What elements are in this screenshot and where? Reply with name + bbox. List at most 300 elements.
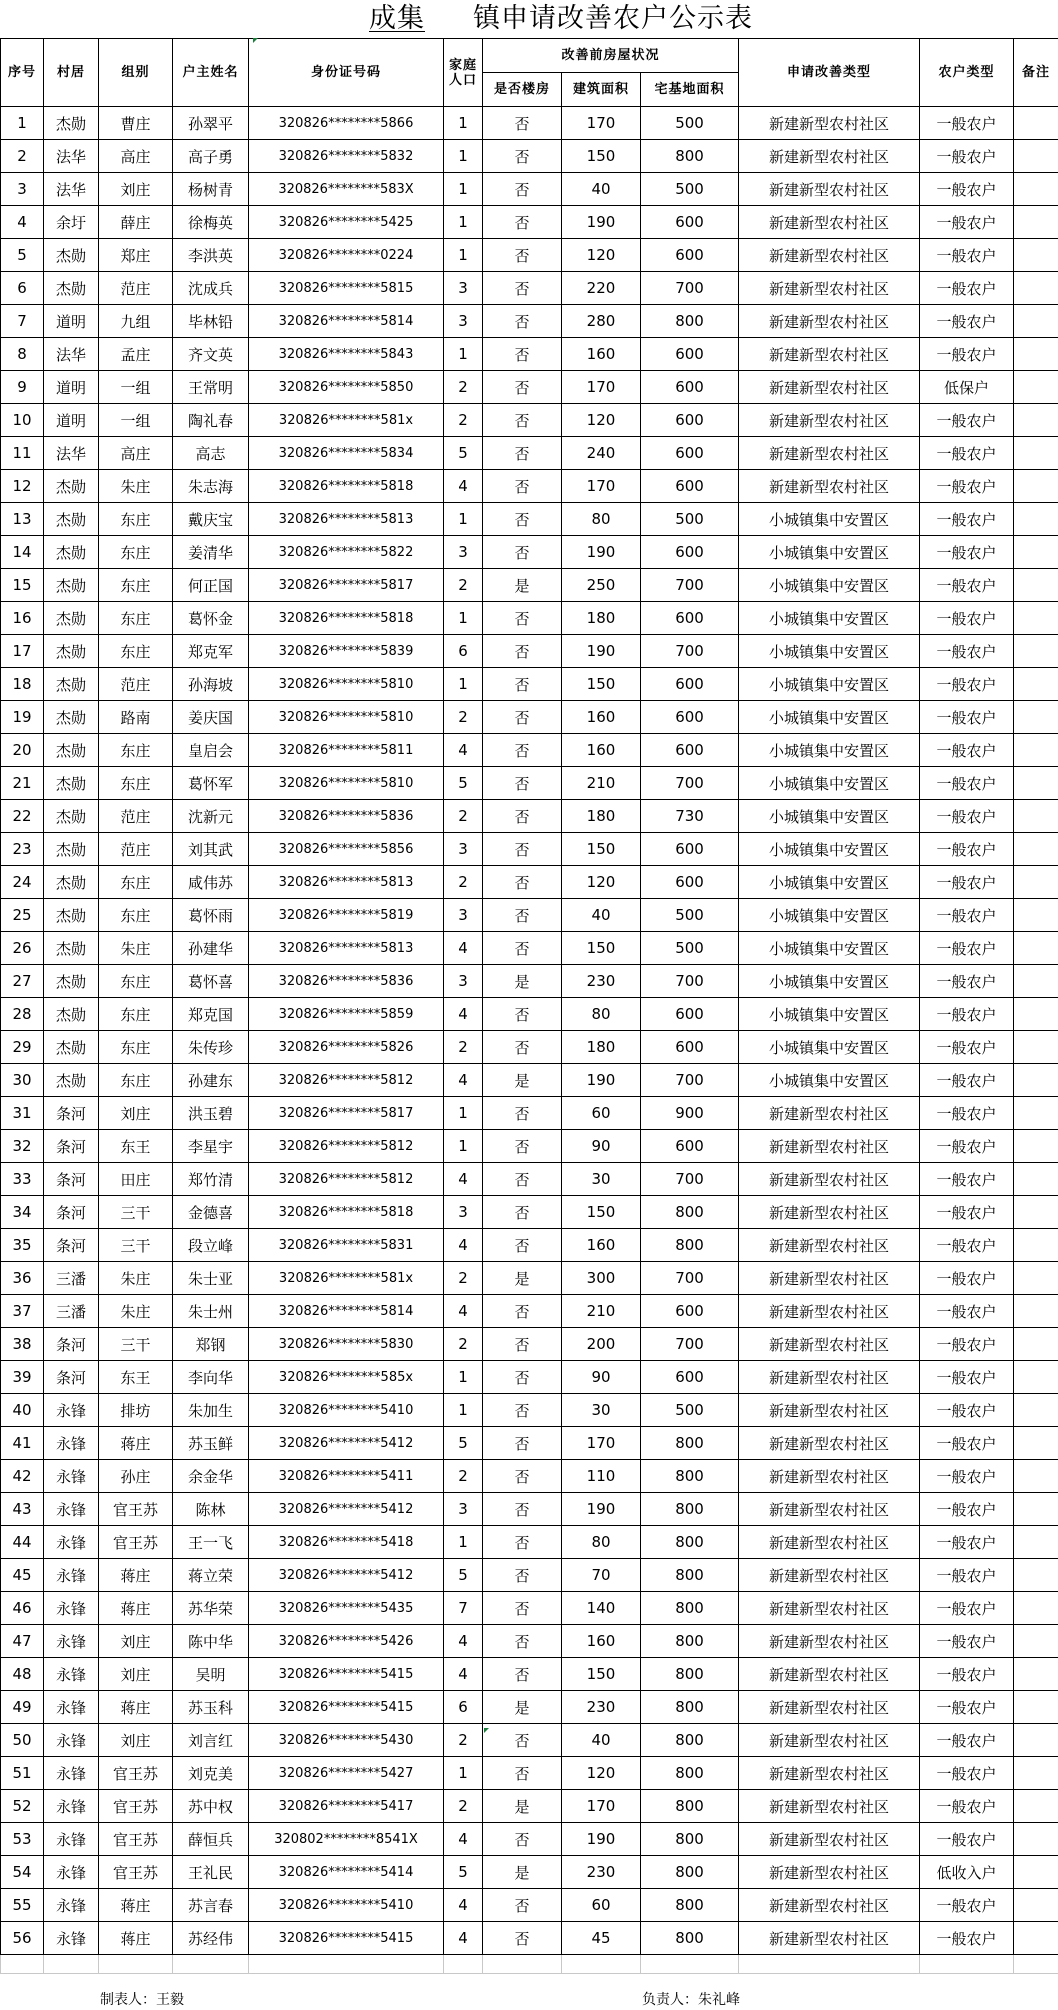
cell-household: 2 [444,800,483,833]
cell-improve-type: 小城镇集中安置区 [739,800,920,833]
cell-id: 320826********585x [249,1361,444,1394]
cell-homestead-area: 700 [641,965,739,998]
cell-id: 320826********5435 [249,1592,444,1625]
header-remarks: 备注 [1014,39,1058,107]
cell-improve-type: 新建新型农村社区 [739,338,920,371]
cell-seq: 16 [1,602,44,635]
cell-building-area: 220 [562,272,641,305]
cell-remarks [1014,767,1058,800]
cell-id: 320826********5830 [249,1328,444,1361]
cell-building-area: 210 [562,767,641,800]
table-row [1,1460,1058,1493]
cell-farmer-type: 一般农户 [920,173,1014,206]
cell-building-area: 120 [562,866,641,899]
cell-homestead-area: 800 [641,1823,739,1856]
cell-homestead-area: 600 [641,668,739,701]
table-row [1,239,1058,272]
cell-id: 320826********5414 [249,1856,444,1889]
cell-seq: 5 [1,239,44,272]
cell-is-building: 否 [483,1889,562,1922]
cell-seq: 23 [1,833,44,866]
cell-village: 永锋 [44,1493,99,1526]
cell-building-area: 150 [562,1196,641,1229]
cell-group: 东王 [99,1130,173,1163]
cell-remarks [1014,1328,1058,1361]
cell-farmer-type: 一般农户 [920,1625,1014,1658]
cell-village: 法华 [44,338,99,371]
cell-owner: 高子勇 [173,140,249,173]
cell-seq: 9 [1,371,44,404]
cell-village: 法华 [44,173,99,206]
cell-household: 3 [444,305,483,338]
table-row [1,338,1058,371]
table-body [1,107,1058,1955]
cell-group: 一组 [99,371,173,404]
cell-id: 320826********5818 [249,470,444,503]
cell-household: 1 [444,1097,483,1130]
header-pre-housing: 改善前房屋状况 [483,39,739,73]
cell-remarks [1014,1097,1058,1130]
table-row [1,965,1058,998]
cell-owner: 王一飞 [173,1526,249,1559]
cell-homestead-area: 800 [641,1592,739,1625]
cell-seq: 33 [1,1163,44,1196]
header-owner: 户主姓名 [173,39,249,107]
cell-group: 田庄 [99,1163,173,1196]
table-row [1,701,1058,734]
cell-id: 320826********5836 [249,800,444,833]
cell-is-building: 是 [483,1262,562,1295]
cell-owner: 毕林铅 [173,305,249,338]
cell-seq: 29 [1,1031,44,1064]
cell-village: 三潘 [44,1262,99,1295]
cell-improve-type: 新建新型农村社区 [739,1460,920,1493]
cell-remarks [1014,536,1058,569]
cell-id: 320826********5415 [249,1691,444,1724]
cell-seq: 30 [1,1064,44,1097]
cell-farmer-type: 一般农户 [920,1922,1014,1955]
table-row [1,1394,1058,1427]
cell-id: 320826********5425 [249,206,444,239]
cell-improve-type: 小城镇集中安置区 [739,998,920,1031]
table-row [1,1559,1058,1592]
cell-group: 朱庄 [99,1295,173,1328]
cell-improve-type: 小城镇集中安置区 [739,767,920,800]
table-row [1,1790,1058,1823]
cell-homestead-area: 600 [641,866,739,899]
cell-village: 杰勋 [44,272,99,305]
cell-building-area: 80 [562,1526,641,1559]
cell-remarks [1014,1922,1058,1955]
cell-household: 4 [444,1625,483,1658]
cell-improve-type: 新建新型农村社区 [739,470,920,503]
cell-group: 东庄 [99,536,173,569]
header-homestead-area: 宅基地面积 [641,73,739,107]
cell-building-area: 190 [562,635,641,668]
cell-building-area: 170 [562,107,641,140]
cell-remarks [1014,1526,1058,1559]
cell-building-area: 190 [562,1493,641,1526]
cell-village: 永锋 [44,1394,99,1427]
cell-farmer-type: 一般农户 [920,338,1014,371]
cell-group: 郑庄 [99,239,173,272]
cell-seq: 11 [1,437,44,470]
cell-homestead-area: 800 [641,1658,739,1691]
cell-group: 刘庄 [99,1658,173,1691]
cell-village: 永锋 [44,1790,99,1823]
cell-is-building: 否 [483,272,562,305]
cell-is-building: 否 [483,1592,562,1625]
cell-improve-type: 新建新型农村社区 [739,1592,920,1625]
cell-farmer-type: 一般农户 [920,470,1014,503]
cell-homestead-area: 600 [641,470,739,503]
header-household-size: 家庭人口 [444,39,483,107]
cell-is-building: 是 [483,1064,562,1097]
cell-farmer-type: 一般农户 [920,668,1014,701]
cell-village: 杰勋 [44,701,99,734]
table-row [1,1526,1058,1559]
cell-village: 永锋 [44,1526,99,1559]
table-row [1,1097,1058,1130]
cell-seq: 2 [1,140,44,173]
table-row [1,1130,1058,1163]
cell-household: 4 [444,998,483,1031]
cell-farmer-type: 一般农户 [920,272,1014,305]
header-id-number: 身份证号码 [249,39,444,107]
cell-household: 4 [444,1889,483,1922]
cell-is-building: 否 [483,1526,562,1559]
cell-owner: 刘其武 [173,833,249,866]
cell-homestead-area: 800 [641,1790,739,1823]
cell-homestead-area: 800 [641,1889,739,1922]
cell-remarks [1014,1823,1058,1856]
cell-seq: 19 [1,701,44,734]
cell-remarks [1014,1658,1058,1691]
cell-farmer-type: 一般农户 [920,239,1014,272]
cell-farmer-type: 一般农户 [920,833,1014,866]
cell-farmer-type: 一般农户 [920,1493,1014,1526]
cell-building-area: 60 [562,1097,641,1130]
cell-village: 永锋 [44,1823,99,1856]
cell-household: 4 [444,1163,483,1196]
cell-group: 刘庄 [99,1724,173,1757]
table-row [1,1658,1058,1691]
cell-improve-type: 新建新型农村社区 [739,1262,920,1295]
cell-farmer-type: 一般农户 [920,899,1014,932]
farmer-table [0,38,1058,1974]
cell-group: 官王苏 [99,1856,173,1889]
cell-improve-type: 新建新型农村社区 [739,1295,920,1328]
header-village: 村居 [44,39,99,107]
cell-household: 1 [444,668,483,701]
cell-remarks [1014,437,1058,470]
cell-improve-type: 新建新型农村社区 [739,239,920,272]
cell-improve-type: 小城镇集中安置区 [739,734,920,767]
cell-village: 永锋 [44,1691,99,1724]
cell-improve-type: 新建新型农村社区 [739,371,920,404]
cell-household: 3 [444,272,483,305]
cell-household: 2 [444,569,483,602]
cell-building-area: 250 [562,569,641,602]
cell-group: 蒋庄 [99,1691,173,1724]
cell-remarks [1014,1163,1058,1196]
cell-homestead-area: 800 [641,1229,739,1262]
cell-building-area: 90 [562,1130,641,1163]
cell-homestead-area: 800 [641,1460,739,1493]
cell-owner: 孙建华 [173,932,249,965]
cell-village: 永锋 [44,1592,99,1625]
cell-id: 320826********5856 [249,833,444,866]
cell-id: 320826********5811 [249,734,444,767]
cell-farmer-type: 一般农户 [920,1361,1014,1394]
cell-is-building: 否 [483,239,562,272]
cell-id: 320826********5412 [249,1493,444,1526]
cell-group: 蒋庄 [99,1427,173,1460]
cell-homestead-area: 600 [641,701,739,734]
table-row [1,404,1058,437]
table-row [1,503,1058,536]
cell-household: 1 [444,1526,483,1559]
cell-building-area: 40 [562,1724,641,1757]
cell-id: 320826********5415 [249,1922,444,1955]
cell-owner: 戴庆宝 [173,503,249,536]
cell-farmer-type: 一般农户 [920,1691,1014,1724]
cell-homestead-area: 600 [641,437,739,470]
cell-group: 蒋庄 [99,1559,173,1592]
cell-id: 320826********5810 [249,701,444,734]
table-row [1,1262,1058,1295]
cell-remarks [1014,1493,1058,1526]
cell-seq: 34 [1,1196,44,1229]
cell-is-building: 否 [483,1460,562,1493]
cell-is-building: 否 [483,206,562,239]
table-row [1,305,1058,338]
cell-building-area: 30 [562,1163,641,1196]
cell-id: 320826********5813 [249,932,444,965]
cell-improve-type: 小城镇集中安置区 [739,536,920,569]
cell-household: 5 [444,1856,483,1889]
table-row [1,1823,1058,1856]
table-row [1,932,1058,965]
cell-building-area: 90 [562,1361,641,1394]
cell-owner: 李星宇 [173,1130,249,1163]
cell-improve-type: 小城镇集中安置区 [739,701,920,734]
cell-building-area: 160 [562,701,641,734]
cell-farmer-type: 一般农户 [920,1394,1014,1427]
cell-homestead-area: 600 [641,602,739,635]
cell-id: 320826********5836 [249,965,444,998]
cell-building-area: 190 [562,1064,641,1097]
cell-is-building: 否 [483,437,562,470]
cell-improve-type: 新建新型农村社区 [739,1493,920,1526]
cell-seq: 35 [1,1229,44,1262]
cell-id: 320826********5812 [249,1163,444,1196]
cell-is-building: 否 [483,338,562,371]
cell-farmer-type: 一般农户 [920,800,1014,833]
cell-village: 杰勋 [44,866,99,899]
cell-seq: 18 [1,668,44,701]
cell-is-building: 否 [483,1328,562,1361]
cell-owner: 刘言红 [173,1724,249,1757]
cell-farmer-type: 一般农户 [920,635,1014,668]
cell-group: 东庄 [99,503,173,536]
cell-seq: 6 [1,272,44,305]
cell-id: 320826********5818 [249,602,444,635]
cell-homestead-area: 600 [641,404,739,437]
cell-is-building: 否 [483,1658,562,1691]
cell-owner: 刘克美 [173,1757,249,1790]
cell-seq: 7 [1,305,44,338]
cell-owner: 杨树青 [173,173,249,206]
cell-is-building: 否 [483,1757,562,1790]
cell-remarks [1014,173,1058,206]
cell-building-area: 160 [562,338,641,371]
cell-farmer-type: 一般农户 [920,1658,1014,1691]
cell-improve-type: 新建新型农村社区 [739,1130,920,1163]
cell-building-area: 190 [562,536,641,569]
cell-household: 3 [444,899,483,932]
cell-homestead-area: 800 [641,140,739,173]
cell-household: 7 [444,1592,483,1625]
cell-id: 320826********5817 [249,569,444,602]
cell-homestead-area: 800 [641,1856,739,1889]
cell-household: 1 [444,1361,483,1394]
cell-homestead-area: 800 [641,1922,739,1955]
cell-homestead-area: 600 [641,734,739,767]
table-row [1,470,1058,503]
cell-id: 320826********5812 [249,1130,444,1163]
cell-id: 320826********5430 [249,1724,444,1757]
cell-id: 320826********5411 [249,1460,444,1493]
cell-village: 法华 [44,140,99,173]
table-row [1,833,1058,866]
title-text: 镇申请改善农户公示表 [473,3,753,34]
table-row [1,668,1058,701]
cell-remarks [1014,1889,1058,1922]
cell-is-building: 否 [483,536,562,569]
cell-household: 2 [444,371,483,404]
cell-owner: 朱士州 [173,1295,249,1328]
cell-owner: 朱志海 [173,470,249,503]
cell-group: 蒋庄 [99,1889,173,1922]
cell-remarks [1014,1295,1058,1328]
cell-seq: 26 [1,932,44,965]
cell-seq: 27 [1,965,44,998]
cell-village: 杰勋 [44,932,99,965]
cell-owner: 朱士亚 [173,1262,249,1295]
cell-seq: 49 [1,1691,44,1724]
cell-homestead-area: 600 [641,1031,739,1064]
cell-building-area: 150 [562,932,641,965]
cell-seq: 21 [1,767,44,800]
table-row [1,800,1058,833]
cell-remarks [1014,1031,1058,1064]
table-row [1,371,1058,404]
responsible-signature: 负责人：朱礼峰 [642,1992,740,2008]
cell-id: 320826********5812 [249,1064,444,1097]
cell-improve-type: 小城镇集中安置区 [739,965,920,998]
cell-group: 三干 [99,1328,173,1361]
cell-building-area: 60 [562,1889,641,1922]
cell-village: 杰勋 [44,965,99,998]
cell-village: 杰勋 [44,899,99,932]
cell-is-building: 否 [483,866,562,899]
cell-is-building: 否 [483,800,562,833]
cell-household: 1 [444,140,483,173]
cell-remarks [1014,1130,1058,1163]
cell-is-building: 否 [483,734,562,767]
cell-household: 4 [444,734,483,767]
cell-building-area: 40 [562,899,641,932]
cell-id: 320826********5410 [249,1889,444,1922]
cell-remarks [1014,305,1058,338]
cell-id: 320826********5826 [249,1031,444,1064]
cell-household: 6 [444,1691,483,1724]
cell-village: 杰勋 [44,536,99,569]
table-filler [1,1955,1058,1974]
cell-building-area: 120 [562,239,641,272]
cell-owner: 郑钢 [173,1328,249,1361]
cell-remarks [1014,1427,1058,1460]
cell-village: 杰勋 [44,503,99,536]
cell-remarks [1014,668,1058,701]
town-name: 成集 [369,3,425,34]
cell-building-area: 45 [562,1922,641,1955]
table-row [1,437,1058,470]
cell-remarks [1014,1394,1058,1427]
cell-id: 320826********5843 [249,338,444,371]
cell-farmer-type: 一般农户 [920,1262,1014,1295]
cell-building-area: 190 [562,206,641,239]
cell-remarks [1014,932,1058,965]
cell-owner: 王常明 [173,371,249,404]
cell-farmer-type: 一般农户 [920,1097,1014,1130]
table-row [1,734,1058,767]
cell-building-area: 150 [562,668,641,701]
cell-seq: 25 [1,899,44,932]
cell-improve-type: 新建新型农村社区 [739,1526,920,1559]
cell-homestead-area: 800 [641,1493,739,1526]
cell-is-building: 否 [483,1823,562,1856]
cell-household: 4 [444,1295,483,1328]
cell-comment-marker [484,1728,489,1733]
cell-farmer-type: 一般农户 [920,1526,1014,1559]
cell-remarks [1014,1691,1058,1724]
cell-seq: 55 [1,1889,44,1922]
cell-is-building: 否 [483,668,562,701]
cell-homestead-area: 500 [641,503,739,536]
cell-village: 杰勋 [44,800,99,833]
cell-id: 320826********5813 [249,866,444,899]
cell-group: 蒋庄 [99,1592,173,1625]
cell-household: 5 [444,1427,483,1460]
cell-group: 孙庄 [99,1460,173,1493]
cell-group: 官王苏 [99,1790,173,1823]
cell-farmer-type: 一般农户 [920,932,1014,965]
cell-homestead-area: 500 [641,932,739,965]
cell-id: 320826********583X [249,173,444,206]
cell-group: 东庄 [99,569,173,602]
cell-seq: 38 [1,1328,44,1361]
cell-id: 320826********5817 [249,1097,444,1130]
cell-homestead-area: 800 [641,305,739,338]
cell-farmer-type: 一般农户 [920,1295,1014,1328]
cell-building-area: 200 [562,1328,641,1361]
cell-improve-type: 新建新型农村社区 [739,1889,920,1922]
cell-village: 永锋 [44,1922,99,1955]
cell-seq: 12 [1,470,44,503]
empty-row [1,1955,1058,1974]
